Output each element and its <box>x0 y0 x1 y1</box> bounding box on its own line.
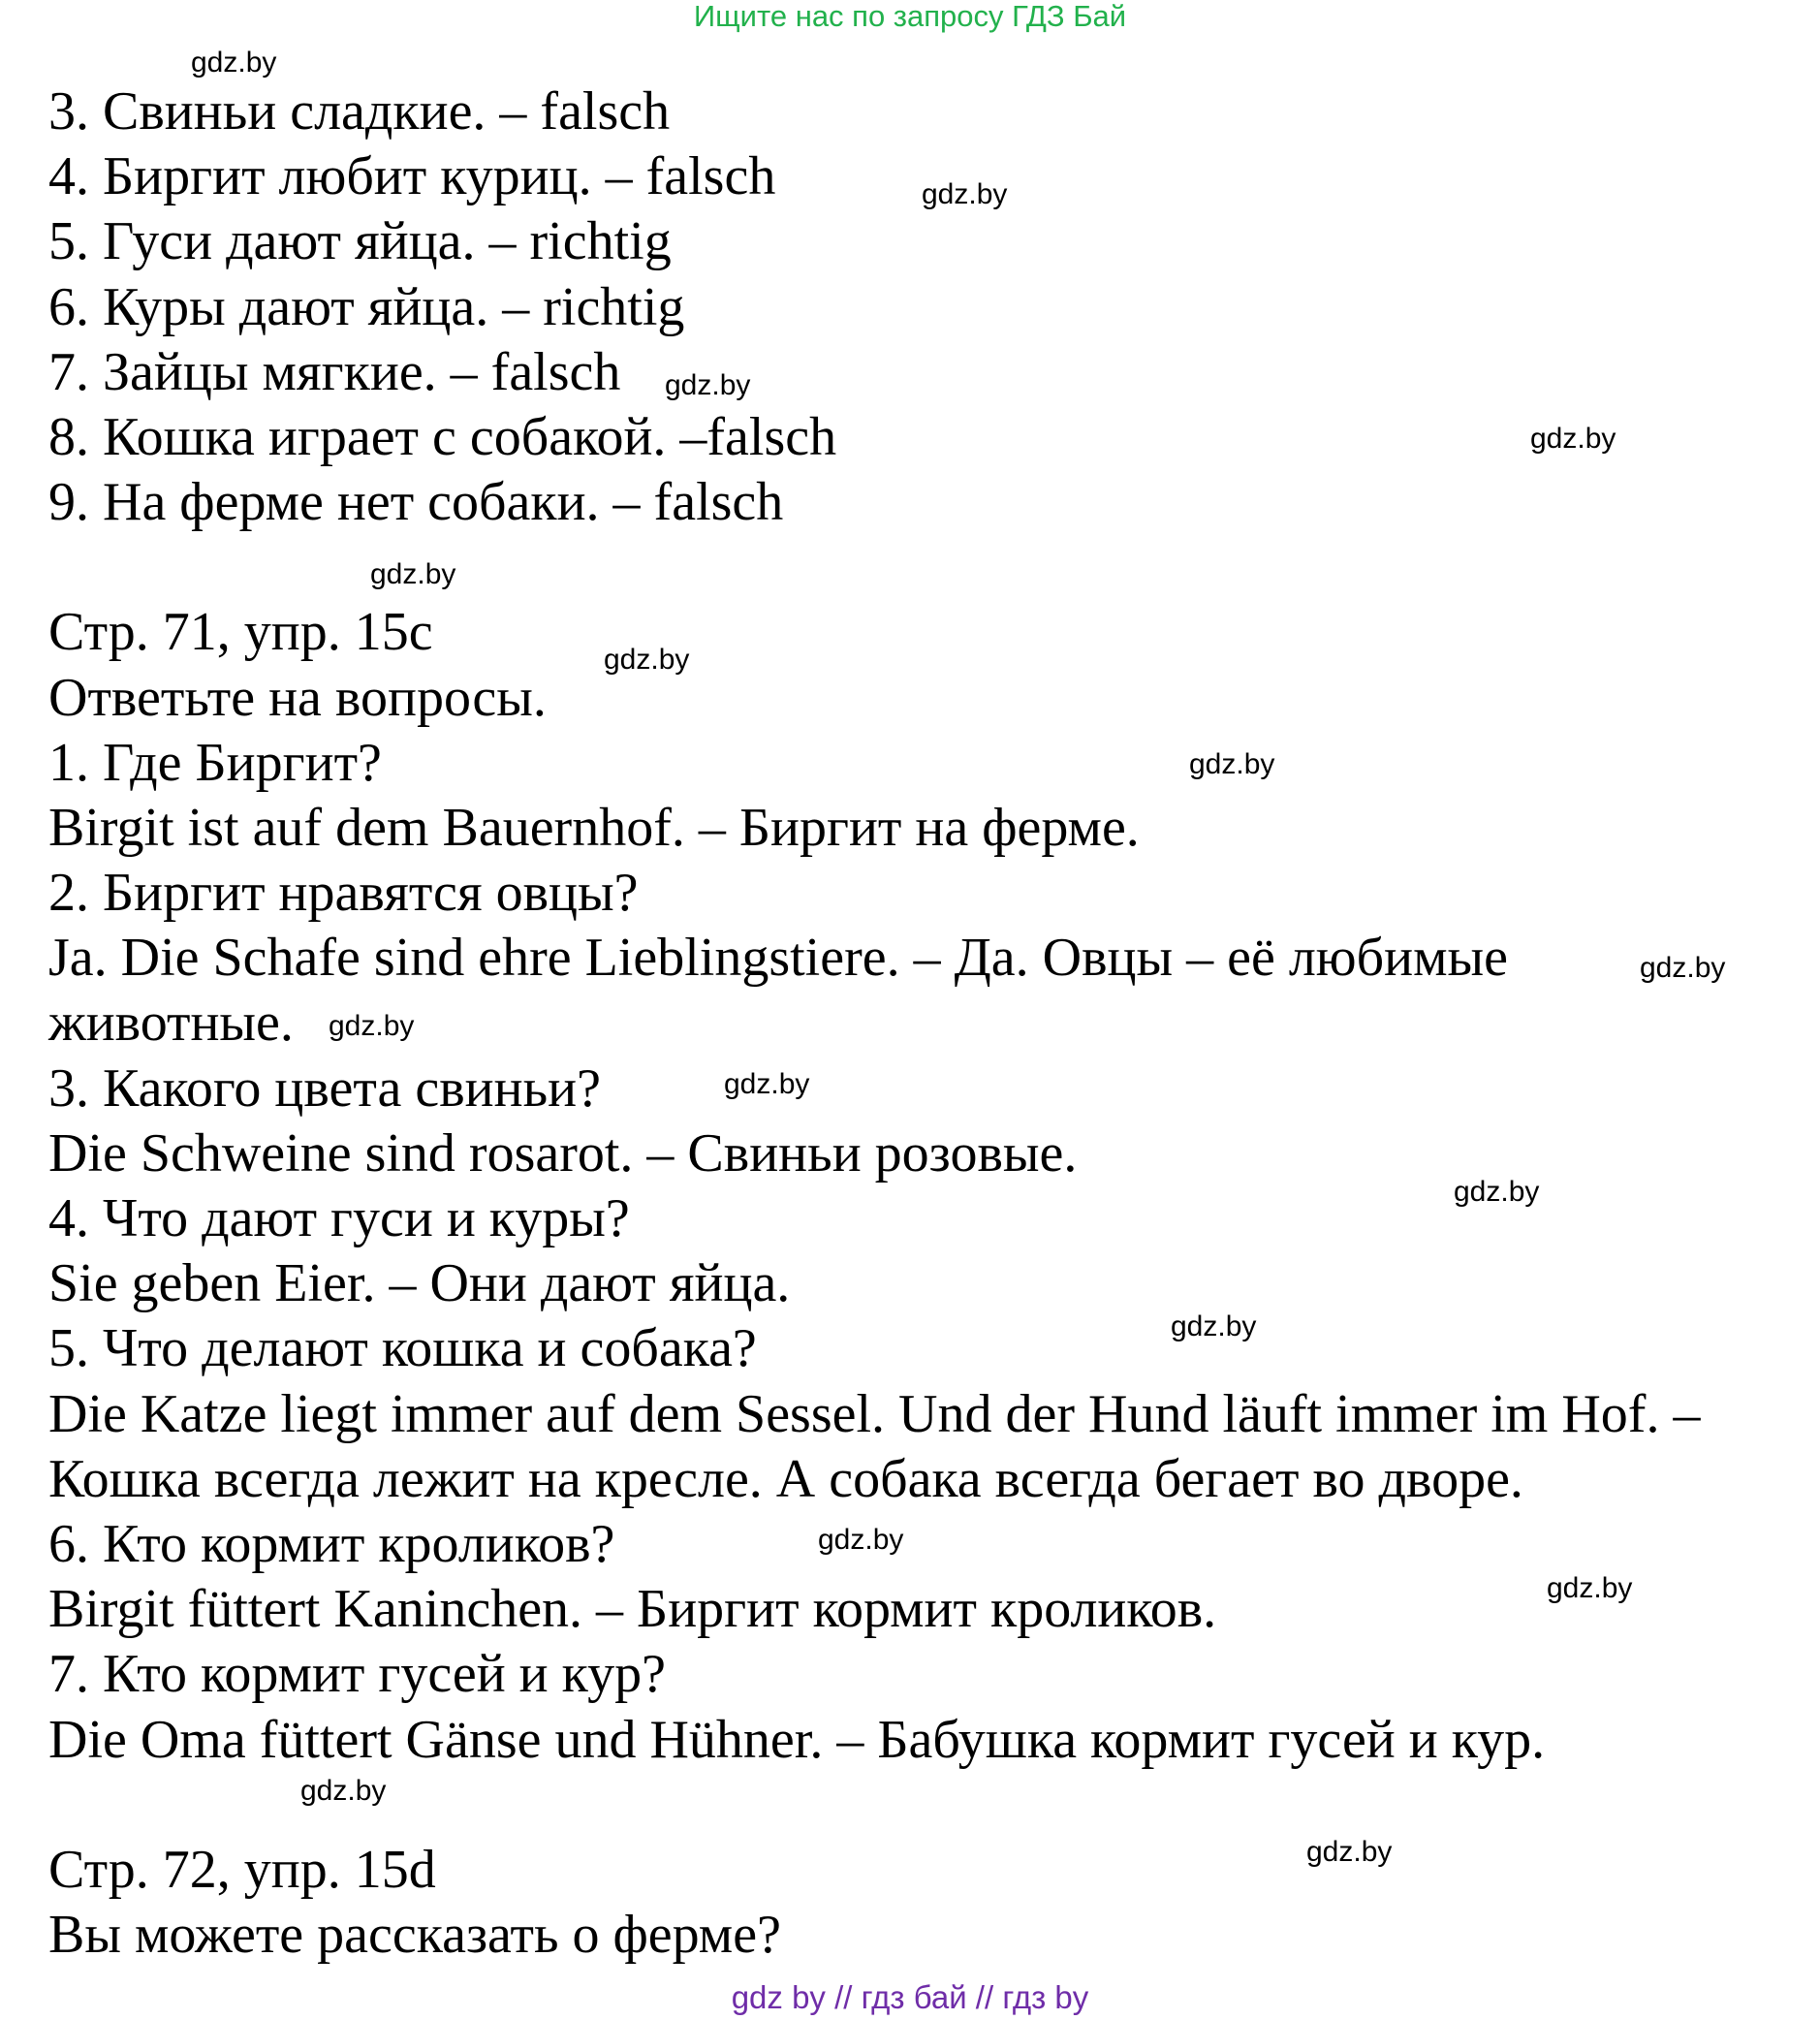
watermark: gdz.by <box>1640 952 1726 984</box>
answer-line: Birgit füttert Kaninchen. – Биргит кормит кроликов. <box>48 1579 1217 1640</box>
exercise-instruction: Вы можете рассказать о ферме? <box>48 1904 781 1965</box>
answer-line: Die Katze liegt immer auf dem Sessel. Und der Hund läuft immer im Hof. – <box>48 1383 1701 1444</box>
answer-line: 8. Кошка играет с собакой. –falsch <box>48 406 837 467</box>
answer-line: 6. Куры дают яйца. – richtig <box>48 276 685 337</box>
watermark: gdz.by <box>922 178 1008 210</box>
answer-line: 3. Свиньи сладкие. – falsch <box>48 81 671 142</box>
answer-line: Die Oma füttert Gänse und Hühner. – Бабушка кормит гусей и кур. <box>48 1709 1546 1770</box>
answer-line: 4. Биргит любит куриц. – falsch <box>48 146 776 207</box>
watermark: gdz.by <box>329 1010 415 1042</box>
exercise-instruction: Ответьте на вопросы. <box>48 667 547 728</box>
answer-line: 7. Зайцы мягкие. – falsch <box>48 341 621 402</box>
question-line: 3. Какого цвета свиньи? <box>48 1057 601 1119</box>
watermark: gdz.by <box>300 1775 387 1807</box>
answer-line: Кошка всегда лежит на кресле. А собака всегда бегает во дворе. <box>48 1448 1523 1509</box>
question-line: 2. Биргит нравятся овцы? <box>48 863 639 924</box>
question-line: 7. Кто кормит гусей и кур? <box>48 1644 666 1705</box>
watermark: gdz.by <box>604 644 690 676</box>
watermark: gdz.by <box>1306 1836 1393 1868</box>
watermark: gdz.by <box>1189 748 1275 780</box>
question-line: 6. Кто кормит кроликов? <box>48 1513 615 1574</box>
answer-line: Ja. Die Schafe sind ehre Lieblingstiere. – Да. Овцы – её любимые <box>48 928 1508 989</box>
watermark: gdz.by <box>1530 423 1616 455</box>
spacer <box>48 535 1793 600</box>
answer-line: животные. <box>48 993 294 1054</box>
answer-line: 9. На ферме нет собаки. – falsch <box>48 472 784 533</box>
watermark: gdz.by <box>665 369 751 401</box>
watermark: gdz.by <box>1547 1572 1633 1604</box>
document-body <box>48 79 1793 1968</box>
watermark: gdz.by <box>1454 1176 1540 1208</box>
exercise-title: Стр. 72, упр. 15d <box>48 1839 436 1900</box>
watermark: gdz.by <box>818 1524 904 1556</box>
answer-line: Sie geben Eier. – Они дают яйца. <box>48 1253 791 1314</box>
watermark: gdz.by <box>370 558 456 590</box>
footer-links: gdz by // гдз бай // гдз by <box>731 1979 1089 2015</box>
question-line: 5. Что делают кошка и собака? <box>48 1318 757 1379</box>
watermark: gdz.by <box>724 1068 810 1100</box>
watermark: gdz.by <box>1171 1310 1257 1342</box>
answer-line: Die Schweine sind rosarot. – Свиньи розовые. <box>48 1122 1078 1184</box>
question-line: 4. Что дают гуси и куры? <box>48 1188 630 1248</box>
top-banner: Ищите нас по запросу ГДЗ Бай <box>693 0 1127 33</box>
exercise-title: Стр. 71, упр. 15c <box>48 602 433 663</box>
answer-line: 5. Гуси дают яйца. – richtig <box>48 211 672 272</box>
answer-line: Birgit ist auf dem Bauernhof. – Биргит на ферме. <box>48 797 1140 858</box>
question-line: 1. Где Биргит? <box>48 732 382 793</box>
watermark: gdz.by <box>191 47 277 79</box>
